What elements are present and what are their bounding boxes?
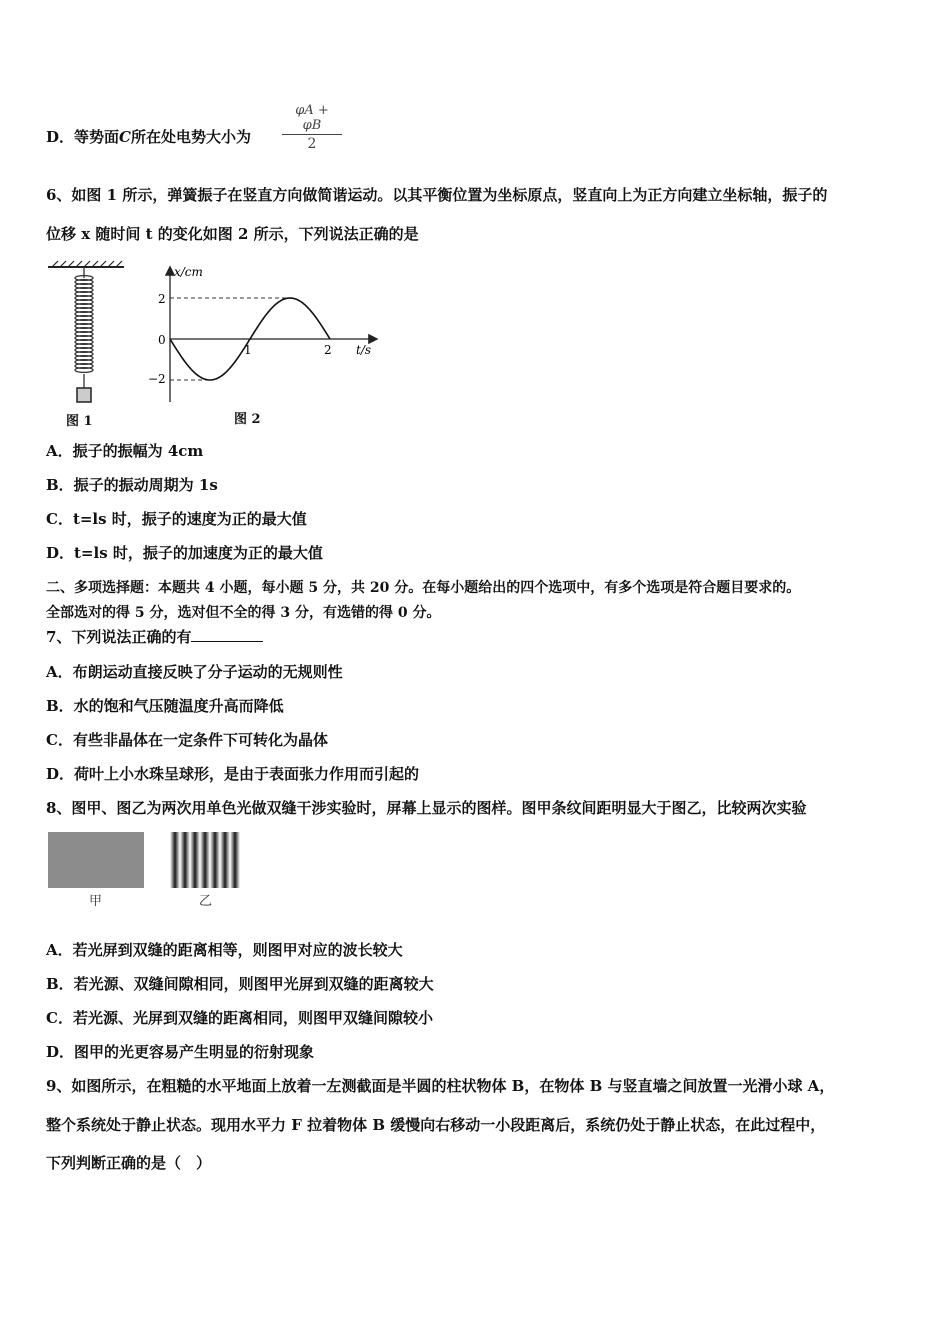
q7-option-c: C．有些非晶体在一定条件下可转化为晶体 xyxy=(46,731,328,749)
q6-option-d: D．t=ls 时，振子的加速度为正的最大值 xyxy=(46,544,323,562)
q8-option-b: B．若光源、双缝间隙相同，则图甲光屏到双缝的距离较大 xyxy=(46,975,434,993)
q5-option-d-label: D．等势面 xyxy=(46,128,120,146)
q9-stem-line2: 整个系统处于静止状态。现用水平力 F 拉着物体 B 缓慢向右移动一小段距离后，系统仍处于静止状态，在此过程中， xyxy=(46,1116,826,1134)
interference-fringes xyxy=(46,830,246,890)
fraction-denominator: 2 xyxy=(307,136,317,152)
q5-option-d xyxy=(46,127,251,147)
displacement-time-graph xyxy=(148,262,384,408)
q8-option-a: A．若光屏到双缝的距离相等，则图甲对应的波长较大 xyxy=(46,941,403,959)
x-axis-label: t/s xyxy=(356,343,372,357)
section2-line2: 全部选对的得 5 分，选对但不全的得 3 分，有选错的得 0 分。 xyxy=(46,605,441,621)
q7-option-d: D．荷叶上小水珠呈球形，是由于表面张力作用而引起的 xyxy=(46,765,420,783)
section2-line1: 二、多项选择题：本题共 4 小题，每小题 5 分，共 20 分。在每小题给出的四个选项中，有多个选项是符合题目要求的。 xyxy=(46,580,801,596)
y-tick-0: 0 xyxy=(158,333,166,347)
fringe-pattern-yi xyxy=(170,832,240,888)
q6-option-b: B．振子的振动周期为 1s xyxy=(46,476,218,494)
y-tick-2: 2 xyxy=(158,292,166,306)
fig2-caption: 图 2 xyxy=(234,412,261,427)
q8-stem: 8、图甲、图乙为两次用单色光做双缝干涉实验时，屏幕上显示的图样。图甲条纹间距明显大于图乙，比较两次实验 xyxy=(46,799,807,817)
q7-stem xyxy=(46,627,263,647)
fringe-pattern-jia xyxy=(48,832,144,888)
q9-stem-line3: 下列判断正确的是（ ） xyxy=(46,1154,212,1172)
q7-option-b: B．水的饱和气压随温度升高而降低 xyxy=(46,697,284,715)
q6-option-c: C．t=ls 时，振子的速度为正的最大值 xyxy=(46,510,307,528)
q7-stem-text: 7、下列说法正确的有 xyxy=(46,628,192,646)
potential-fraction xyxy=(282,103,342,152)
q8-option-c: C．若光源、光屏到双缝的距离相同，则图甲双缝间隙较小 xyxy=(46,1009,433,1027)
q8-option-d: D．图甲的光更容易产生明显的衍射现象 xyxy=(46,1043,315,1061)
fig1-caption: 图 1 xyxy=(66,414,93,429)
caption-yi: 乙 xyxy=(199,894,213,909)
y-axis-label: x/cm xyxy=(174,265,203,279)
q7-option-a: A．布朗运动直接反映了分子运动的无规则性 xyxy=(46,663,343,681)
fraction-numerator: φA + φB xyxy=(282,103,342,135)
y-tick-neg2: −2 xyxy=(148,372,166,386)
spring-oscillator-figure xyxy=(44,258,128,406)
q6-stem-line1: 6、如图 1 所示，弹簧振子在竖直方向做简谐运动。以其平衡位置为坐标原点，竖直向上为正方向建立坐标轴，振子的 xyxy=(46,186,828,204)
answer-blank xyxy=(191,627,263,642)
q6-option-a: A．振子的振幅为 4cm xyxy=(46,442,204,460)
q5-option-d-text: 所在处电势大小为 xyxy=(130,128,251,146)
q6-stem-line2: 位移 x 随时间 t 的变化如图 2 所示，下列说法正确的是 xyxy=(46,225,419,243)
q9-stem-line1: 9、如图所示，在粗糙的水平地面上放着一左测截面是半圆的柱状物体 B，在物体 B 与竖直墙之间放置一光滑小球 A， xyxy=(46,1077,835,1095)
x-tick-1: 1 xyxy=(244,343,252,357)
q5-option-d-var: C xyxy=(119,128,131,146)
caption-jia: 甲 xyxy=(89,894,103,909)
x-tick-2: 2 xyxy=(324,343,332,357)
